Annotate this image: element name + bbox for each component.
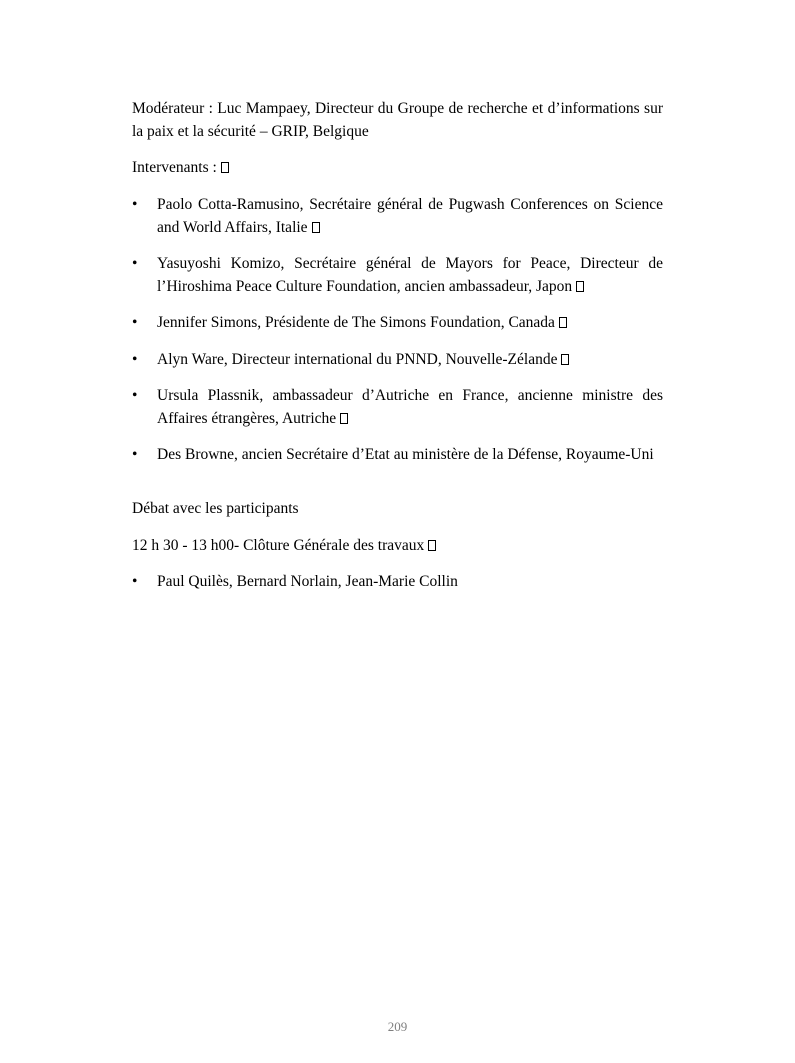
box-icon — [428, 540, 436, 551]
speaker-text: Des Browne, ancien Secrétaire d’Etat au ministère de la Défense, Royaume-Uni — [157, 446, 654, 463]
bullet-icon: • — [132, 350, 138, 368]
speaker-text: Ursula Plassnik, ambassadeur d’Autriche en France, ancienne ministre des Affaires étrangères, Autriche — [157, 387, 663, 427]
bullet-icon: • — [132, 387, 138, 404]
bullet-icon: • — [132, 446, 138, 463]
bullet-icon: • — [132, 314, 138, 331]
list-item — [132, 194, 663, 239]
moderator-paragraph: Modérateur : Luc Mampaey, Directeur du Groupe de recherche et d’informations sur la paix et la sécurité – GRIP, Belgique — [132, 100, 663, 140]
box-icon — [576, 281, 584, 292]
bullet-icon: • — [132, 196, 138, 213]
list-item — [132, 349, 663, 372]
box-icon — [340, 413, 348, 424]
debate-line: Débat avec les participants — [132, 500, 299, 517]
speakers-heading-label: Intervenants : — [132, 159, 217, 176]
closing-speakers-list — [132, 571, 663, 594]
speaker-text: Alyn Ware, Directeur international du PNND, Nouvelle-Zélande — [157, 350, 558, 368]
box-icon — [559, 317, 567, 328]
list-item — [132, 312, 663, 335]
box-icon — [221, 162, 229, 173]
box-icon — [312, 222, 320, 233]
closing-heading — [132, 535, 663, 558]
page-number: 209 — [387, 1019, 408, 1034]
list-item — [132, 253, 663, 298]
bullet-icon: • — [132, 255, 138, 272]
speaker-text: Paolo Cotta-Ramusino, Secrétaire général de Pugwash Conferences on Science and World Affairs, Italie — [157, 196, 663, 236]
box-icon — [561, 354, 569, 365]
bullet-icon: • — [132, 573, 138, 590]
closing-heading-label: 12 h 30 - 13 h00- Clôture Générale des travaux — [132, 537, 425, 554]
speakers-heading — [132, 157, 663, 180]
speakers-list — [132, 194, 663, 481]
list-item — [132, 385, 663, 430]
list-item — [132, 571, 663, 594]
list-item — [132, 444, 663, 467]
closing-speaker-text: Paul Quilès, Bernard Norlain, Jean-Marie Collin — [157, 573, 458, 590]
speaker-text: Yasuyoshi Komizo, Secrétaire général de Mayors for Peace, Directeur de l’Hiroshima Peace Culture Foundation, ancien ambassadeur, Japon — [157, 255, 663, 295]
speaker-text: Jennifer Simons, Présidente de The Simons Foundation, Canada — [157, 314, 555, 331]
